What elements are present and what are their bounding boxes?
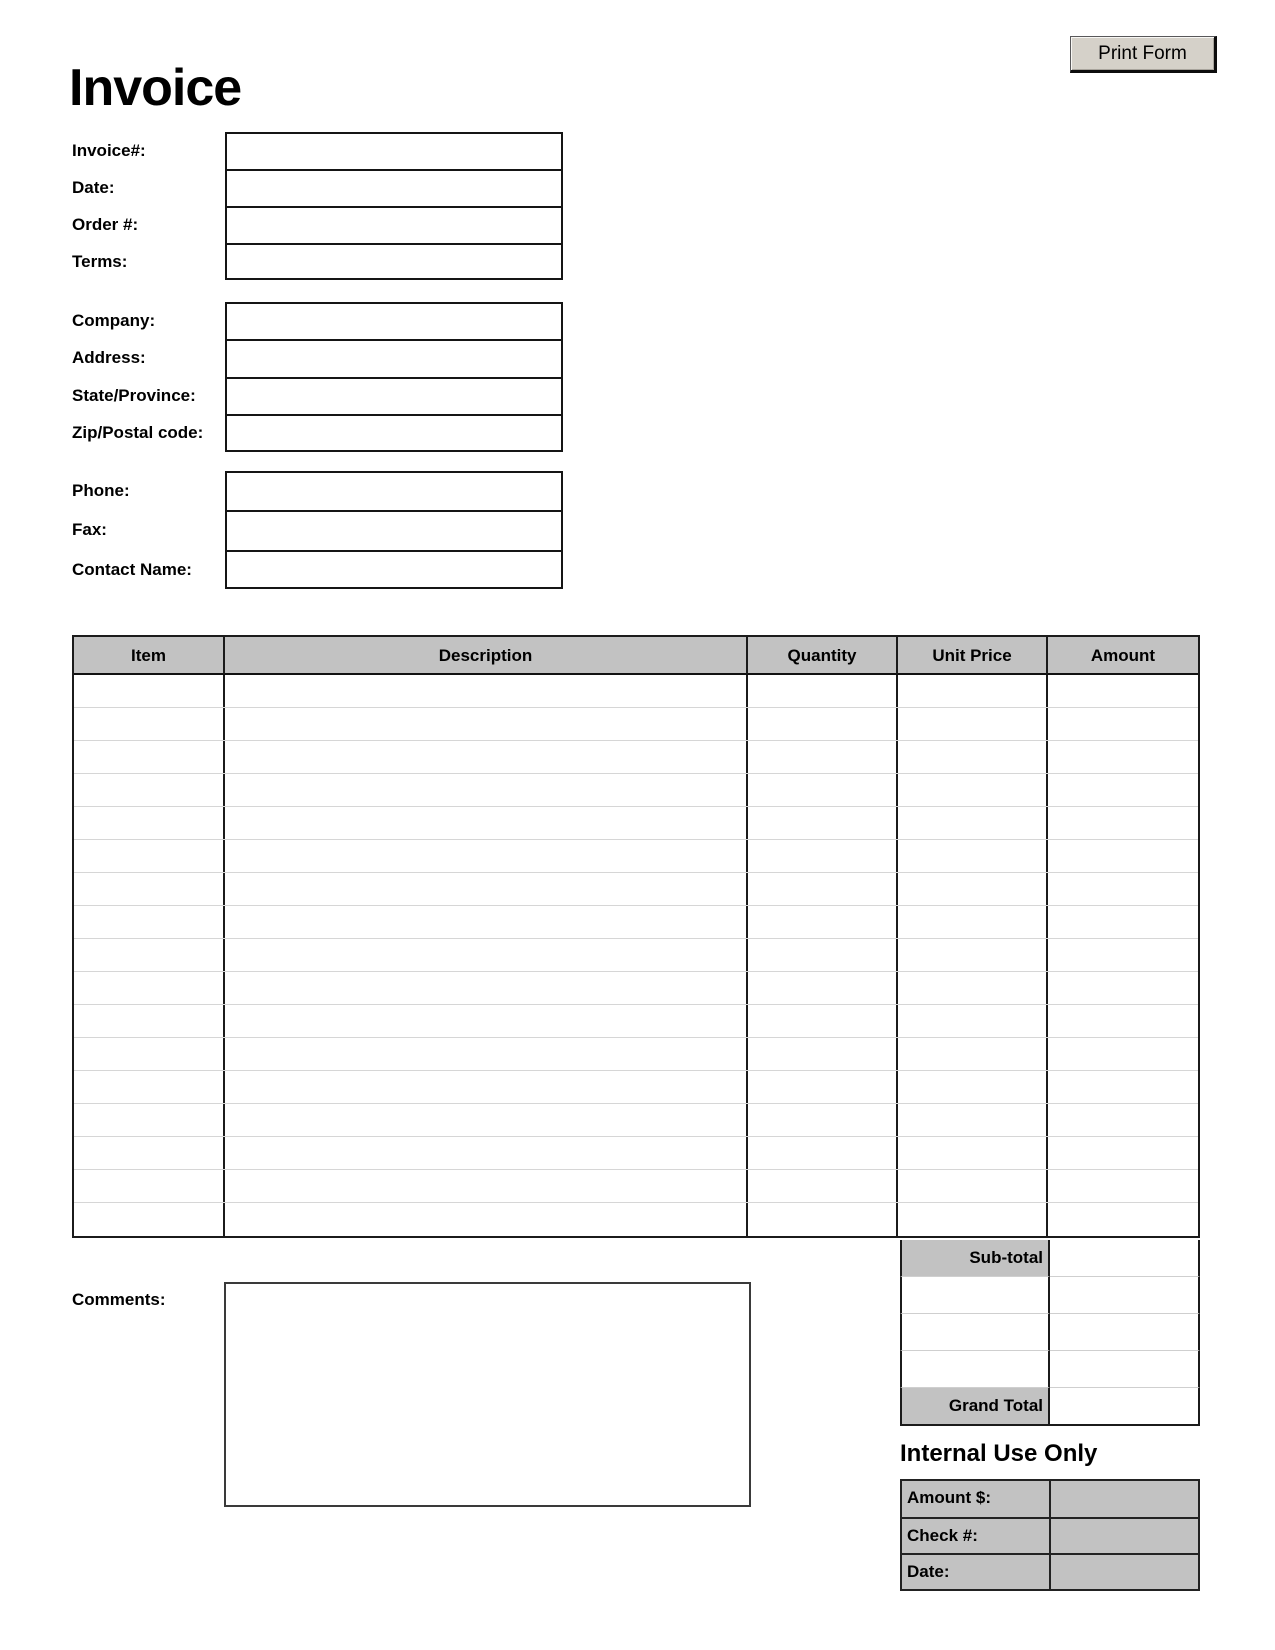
- description-cell[interactable]: [225, 774, 748, 806]
- description-cell[interactable]: [225, 1203, 748, 1236]
- company-box-group: [225, 302, 563, 452]
- quantity-cell[interactable]: [748, 708, 898, 740]
- quantity-cell[interactable]: [748, 840, 898, 872]
- unit-price-cell[interactable]: [898, 906, 1048, 938]
- internal-amount-value-cell[interactable]: [1051, 1481, 1198, 1517]
- item-cell[interactable]: [74, 873, 225, 905]
- unit-price-cell[interactable]: [898, 1071, 1048, 1103]
- terms-input[interactable]: [227, 245, 561, 278]
- address-input[interactable]: [227, 341, 561, 377]
- table-row: [74, 939, 1198, 972]
- description-cell[interactable]: [225, 939, 748, 971]
- order-number-input[interactable]: [227, 208, 561, 243]
- description-cell[interactable]: [225, 708, 748, 740]
- invoice-number-label: Invoice#:: [72, 140, 146, 160]
- description-cell[interactable]: [225, 1104, 748, 1136]
- description-cell[interactable]: [225, 873, 748, 905]
- page-title: Invoice: [69, 59, 242, 117]
- description-cell[interactable]: [225, 1170, 748, 1202]
- amount-cell[interactable]: [1048, 1005, 1198, 1037]
- quantity-cell[interactable]: [748, 774, 898, 806]
- table-row: [74, 1170, 1198, 1203]
- amount-cell[interactable]: [1048, 840, 1198, 872]
- subtotal-value-cell[interactable]: [1050, 1240, 1200, 1277]
- zip-postal-input[interactable]: [227, 416, 561, 450]
- item-cell[interactable]: [74, 939, 225, 971]
- table-row: [74, 873, 1198, 906]
- amount-cell[interactable]: [1048, 972, 1198, 1004]
- amount-cell[interactable]: [1048, 1203, 1198, 1236]
- table-row: [74, 675, 1198, 708]
- amount-cell[interactable]: [1048, 1170, 1198, 1202]
- internal-check-value-cell[interactable]: [1051, 1519, 1198, 1553]
- description-cell[interactable]: [225, 807, 748, 839]
- unit-price-cell[interactable]: [898, 1038, 1048, 1070]
- summary-blank-row: [900, 1277, 1200, 1314]
- item-cell[interactable]: [74, 1038, 225, 1070]
- summary-blank-row: [900, 1351, 1200, 1388]
- summary-blank-label-cell: [900, 1351, 1050, 1388]
- zip-postal-label: Zip/Postal code:: [72, 423, 204, 442]
- table-row: [74, 840, 1198, 873]
- amount-cell[interactable]: [1048, 906, 1198, 938]
- item-cell[interactable]: [74, 708, 225, 740]
- header-cell-item: Item: [74, 637, 225, 674]
- internal-amount-row: [902, 1481, 1198, 1517]
- amount-cell[interactable]: [1048, 873, 1198, 905]
- phone-label: Phone:: [72, 480, 130, 500]
- item-cell[interactable]: [74, 774, 225, 806]
- quantity-cell[interactable]: [748, 873, 898, 905]
- quantity-cell[interactable]: [748, 1071, 898, 1103]
- amount-cell[interactable]: [1048, 1071, 1198, 1103]
- quantity-cell[interactable]: [748, 1038, 898, 1070]
- subtotal-label: Sub-total: [900, 1240, 1050, 1277]
- date-input[interactable]: [227, 171, 561, 206]
- quantity-cell[interactable]: [748, 906, 898, 938]
- summary-blank-label-cell: [900, 1277, 1050, 1314]
- quantity-cell[interactable]: [748, 939, 898, 971]
- quantity-cell[interactable]: [748, 741, 898, 773]
- amount-cell[interactable]: [1048, 675, 1198, 707]
- unit-price-cell[interactable]: [898, 1104, 1048, 1136]
- item-cell[interactable]: [74, 741, 225, 773]
- table-row: [74, 972, 1198, 1005]
- print-form-button[interactable]: Print Form: [1070, 36, 1217, 73]
- table-row: [74, 708, 1198, 741]
- state-province-input[interactable]: [227, 379, 561, 414]
- description-cell[interactable]: [225, 1137, 748, 1169]
- table-row: [74, 1038, 1198, 1071]
- internal-use-heading: Internal Use Only: [900, 1440, 1098, 1467]
- quantity-cell[interactable]: [748, 675, 898, 707]
- quantity-cell[interactable]: [748, 972, 898, 1004]
- order-number-label: Order #:: [72, 214, 139, 234]
- quantity-cell[interactable]: [748, 1005, 898, 1037]
- unit-price-cell[interactable]: [898, 675, 1048, 707]
- amount-cell[interactable]: [1048, 1137, 1198, 1169]
- description-cell[interactable]: [225, 972, 748, 1004]
- table-row: [74, 1137, 1198, 1170]
- internal-date-row: [902, 1553, 1198, 1589]
- description-cell[interactable]: [225, 1071, 748, 1103]
- amount-cell[interactable]: [1048, 708, 1198, 740]
- item-cell[interactable]: [74, 807, 225, 839]
- summary-blank-value-cell[interactable]: [1050, 1351, 1200, 1388]
- amount-cell[interactable]: [1048, 1104, 1198, 1136]
- quantity-cell[interactable]: [748, 1104, 898, 1136]
- fax-input[interactable]: [227, 512, 561, 550]
- items-table: [72, 635, 1200, 1238]
- header-cell-quantity: Quantity: [748, 637, 898, 674]
- unit-price-cell[interactable]: [898, 972, 1048, 1004]
- item-cell[interactable]: [74, 1137, 225, 1169]
- internal-check-label: Check #:: [902, 1519, 1051, 1553]
- description-cell[interactable]: [225, 840, 748, 872]
- item-cell[interactable]: [74, 906, 225, 938]
- summary-blank-row: [900, 1314, 1200, 1351]
- item-cell[interactable]: [74, 1005, 225, 1037]
- item-cell[interactable]: [74, 840, 225, 872]
- fax-label: Fax:: [72, 520, 107, 539]
- unit-price-cell[interactable]: [898, 1203, 1048, 1236]
- quantity-cell[interactable]: [748, 807, 898, 839]
- table-row: [74, 1005, 1198, 1038]
- invoice-meta-box-group: [225, 132, 563, 280]
- unit-price-cell[interactable]: [898, 708, 1048, 740]
- unit-price-cell[interactable]: [898, 1137, 1048, 1169]
- amount-cell[interactable]: [1048, 774, 1198, 806]
- internal-use-table: [900, 1479, 1200, 1591]
- unit-price-cell[interactable]: [898, 1170, 1048, 1202]
- quantity-cell[interactable]: [748, 1203, 898, 1236]
- amount-cell[interactable]: [1048, 939, 1198, 971]
- comments-textarea[interactable]: [224, 1282, 751, 1507]
- quantity-cell[interactable]: [748, 1170, 898, 1202]
- unit-price-cell[interactable]: [898, 873, 1048, 905]
- contact-name-label: Contact Name:: [72, 559, 192, 579]
- quantity-cell[interactable]: [748, 1137, 898, 1169]
- table-row: [74, 1203, 1198, 1236]
- item-cell[interactable]: [74, 675, 225, 707]
- company-label: Company:: [72, 310, 156, 330]
- unit-price-cell[interactable]: [898, 840, 1048, 872]
- summary-section: [900, 1240, 1200, 1425]
- unit-price-cell[interactable]: [898, 939, 1048, 971]
- unit-price-cell[interactable]: [898, 774, 1048, 806]
- grand-total-value-cell[interactable]: [1050, 1388, 1200, 1426]
- internal-date-value-cell[interactable]: [1051, 1555, 1198, 1589]
- state-province-label: State/Province:: [72, 385, 196, 405]
- summary-blank-value-cell[interactable]: [1050, 1277, 1200, 1314]
- internal-check-row: [902, 1517, 1198, 1553]
- contact-box-group: [225, 471, 563, 589]
- table-row: [74, 807, 1198, 840]
- item-cell[interactable]: [74, 1104, 225, 1136]
- item-cell[interactable]: [74, 1071, 225, 1103]
- grand-total-label: Grand Total: [900, 1388, 1050, 1426]
- unit-price-cell[interactable]: [898, 807, 1048, 839]
- description-cell[interactable]: [225, 906, 748, 938]
- subtotal-row: [900, 1240, 1200, 1277]
- table-row: [74, 906, 1198, 939]
- table-row: [74, 1071, 1198, 1104]
- internal-amount-label: Amount $:: [902, 1481, 1051, 1517]
- summary-blank-label-cell: [900, 1314, 1050, 1351]
- items-table-header: [74, 637, 1198, 675]
- unit-price-cell[interactable]: [898, 1005, 1048, 1037]
- description-cell[interactable]: [225, 1038, 748, 1070]
- items-table-body: [74, 675, 1198, 1236]
- description-cell[interactable]: [225, 675, 748, 707]
- amount-cell[interactable]: [1048, 741, 1198, 773]
- terms-label: Terms:: [72, 251, 128, 271]
- table-row: [74, 741, 1198, 774]
- grand-total-row: [900, 1388, 1200, 1425]
- header-cell-unit-price: Unit Price: [898, 637, 1048, 674]
- internal-date-label: Date:: [902, 1555, 1051, 1589]
- comments-label: Comments:: [72, 1290, 166, 1309]
- item-cell[interactable]: [74, 1203, 225, 1236]
- description-cell[interactable]: [225, 741, 748, 773]
- table-row: [74, 1104, 1198, 1137]
- header-cell-description: Description: [225, 637, 748, 674]
- amount-cell[interactable]: [1048, 1038, 1198, 1070]
- item-cell[interactable]: [74, 972, 225, 1004]
- date-label: Date:: [72, 177, 115, 197]
- contact-name-input[interactable]: [227, 552, 561, 587]
- phone-input[interactable]: [227, 473, 561, 510]
- address-label: Address:: [72, 348, 146, 367]
- header-cell-amount: Amount: [1090, 646, 1156, 665]
- invoice-number-input[interactable]: [227, 134, 561, 169]
- summary-blank-value-cell[interactable]: [1050, 1314, 1200, 1351]
- company-input[interactable]: [227, 304, 561, 339]
- unit-price-cell[interactable]: [898, 741, 1048, 773]
- description-cell[interactable]: [225, 1005, 748, 1037]
- table-row: [74, 774, 1198, 807]
- amount-cell[interactable]: [1048, 807, 1198, 839]
- item-cell[interactable]: [74, 1170, 225, 1202]
